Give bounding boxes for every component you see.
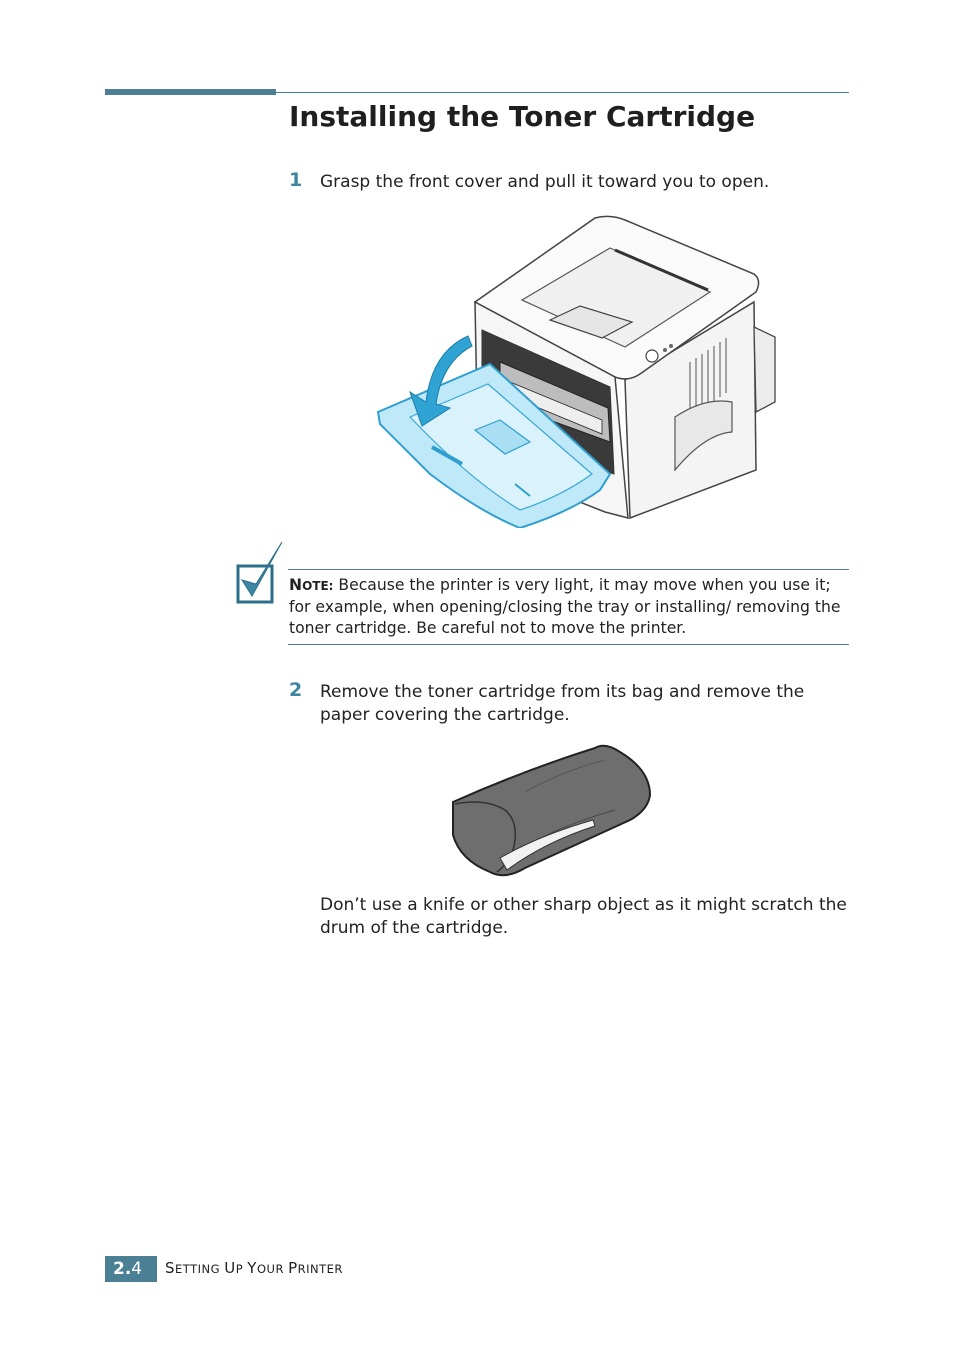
step-1-text: Grasp the front cover and pull it toward you to open.: [320, 172, 770, 192]
header-rule-thin: [276, 92, 849, 93]
warning-text: Don’t use a knife or other sharp object as it might scratch the drum of the cartridge.: [320, 895, 847, 938]
note-rule-bottom: [288, 644, 849, 645]
page-title: Installing the Toner Cartridge: [289, 100, 756, 133]
step-1-number: 1: [289, 169, 303, 191]
toner-cartridge-bag-illustration: [445, 740, 655, 888]
note-rule-top: [288, 569, 849, 570]
note-text: Because the printer is very light, it may move when you use it; for example, when opening/closing the tray or installing/ removing the toner cartridge. Be careful not to move the printer.: [289, 576, 841, 637]
footer-section-title: SETTING UP YOUR PRINTER: [165, 1259, 343, 1277]
check-note-icon: [236, 540, 286, 606]
note-label: NOTE:: [289, 576, 334, 594]
header-rule-thick: [105, 89, 276, 95]
step-2-text: Remove the toner cartridge from its bag and remove the paper covering the cartridge.: [320, 682, 805, 725]
note-block: [289, 575, 844, 639]
footer-page-number: 2.4: [105, 1256, 157, 1282]
step-2-number: 2: [289, 679, 303, 701]
printer-illustration: [370, 212, 782, 528]
